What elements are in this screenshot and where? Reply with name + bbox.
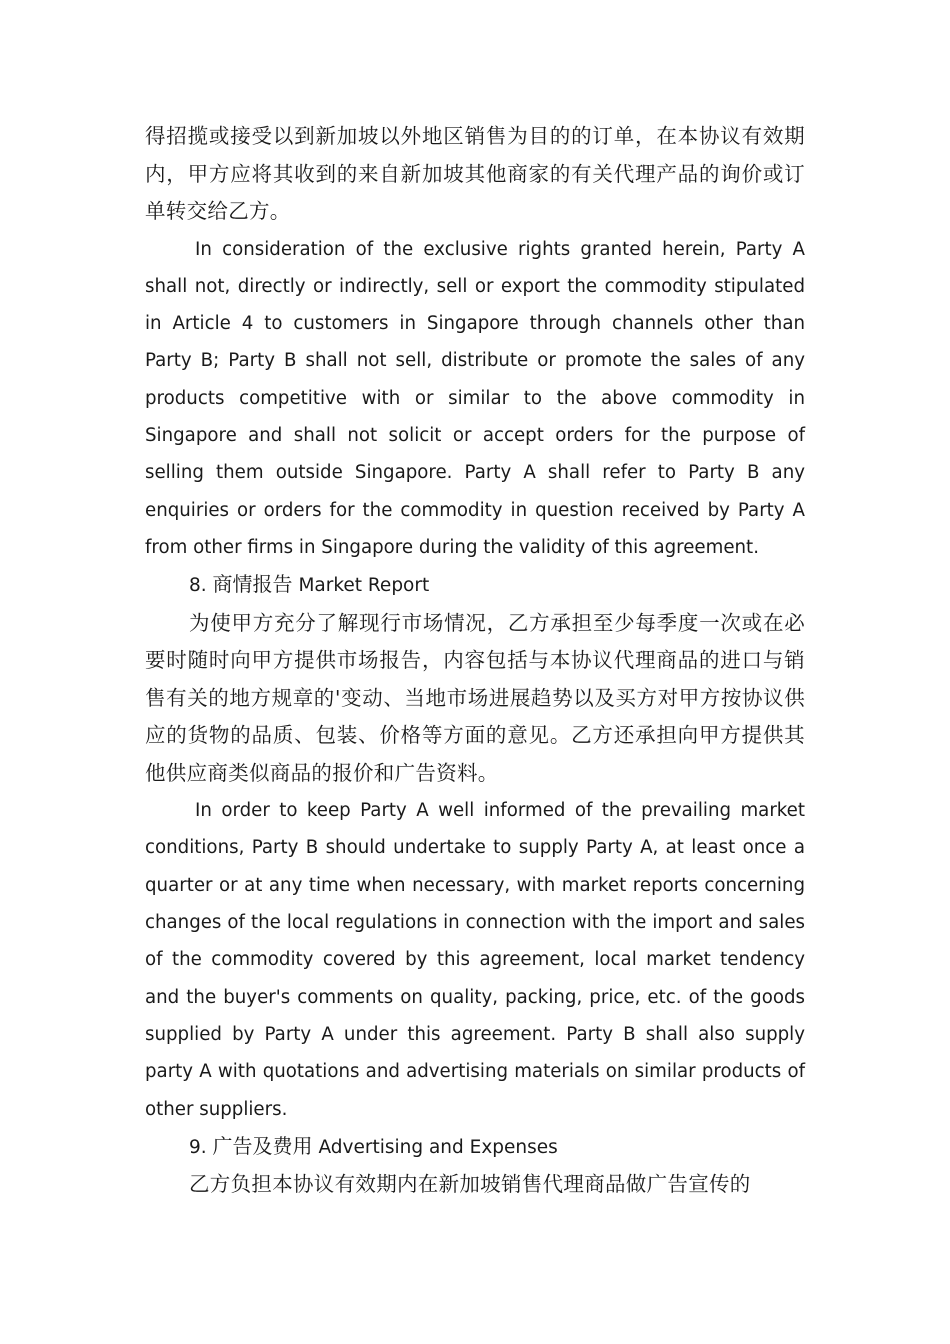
paragraph-zh-exclusivity-continued: 得招揽或接受以到新加坡以外地区销售为目的的订单，在本协议有效期内，甲方应将其收到的来自新加坡其他商家的有关代理产品的询价或订单转交给乙方。: [145, 124, 805, 223]
section-title-zh: 广告及费用: [212, 1133, 313, 1158]
section-heading-market-report: [145, 566, 805, 605]
paragraph-zh-advertising: 乙方负担本协议有效期内在新加坡销售代理商品做广告宣传的: [189, 1172, 751, 1197]
document-body: [145, 118, 805, 1204]
section-title-en: Advertising and Expenses: [318, 1136, 558, 1158]
section-number: 8.: [189, 575, 207, 597]
section-number: 9.: [189, 1136, 207, 1158]
section-title-en: Market Report: [298, 575, 430, 597]
paragraph-en-market-report: In order to keep Party A well informed of the prevailing market conditions, Party B should undertake to supply Party A, at least once a quarter or at any time when necessary, with market reports concerning changes of the local regulations in connection with the import and sales of the commodity covered by this agreement, local market tendency and the buyer's comments on quality, packing, price, etc. of the goods supplied by Party A under this agreement. Party B shall also supply party A with quotations and advertising materials on similar products of other suppliers.: [145, 800, 805, 1120]
paragraph-en-exclusivity: In consideration of the exclusive rights granted herein, Party A shall not, directly or indirectly, sell or export the commodity stipulated in Article 4 to customers in Singapore through channels other than Party B; Party B shall not sell, distribute or promote the sales of any products competitive with or similar to the above commodity in Singapore and shall not solicit or accept orders for the purpose of selling them outside Singapore. Party A shall refer to Party B any enquiries or orders for the commodity in question received by Party A from other firms in Singapore during the validity of this agreement.: [145, 238, 805, 558]
section-heading-advertising: [145, 1128, 805, 1167]
section-title-zh: 商情报告: [212, 572, 293, 597]
paragraph-zh-market-report: 为使甲方充分了解现行市场情况，乙方承担至少每季度一次或在必要时随时向甲方提供市场报告，内容包括与本协议代理商品的进口与销售有关的地方规章的'变动、当地市场进展趋势以及买方对甲方按协议供应的货物的品质、包装、价格等方面的意见。乙方还承担向甲方提供其他供应商类似商品的报价和广告资料。: [145, 610, 805, 785]
